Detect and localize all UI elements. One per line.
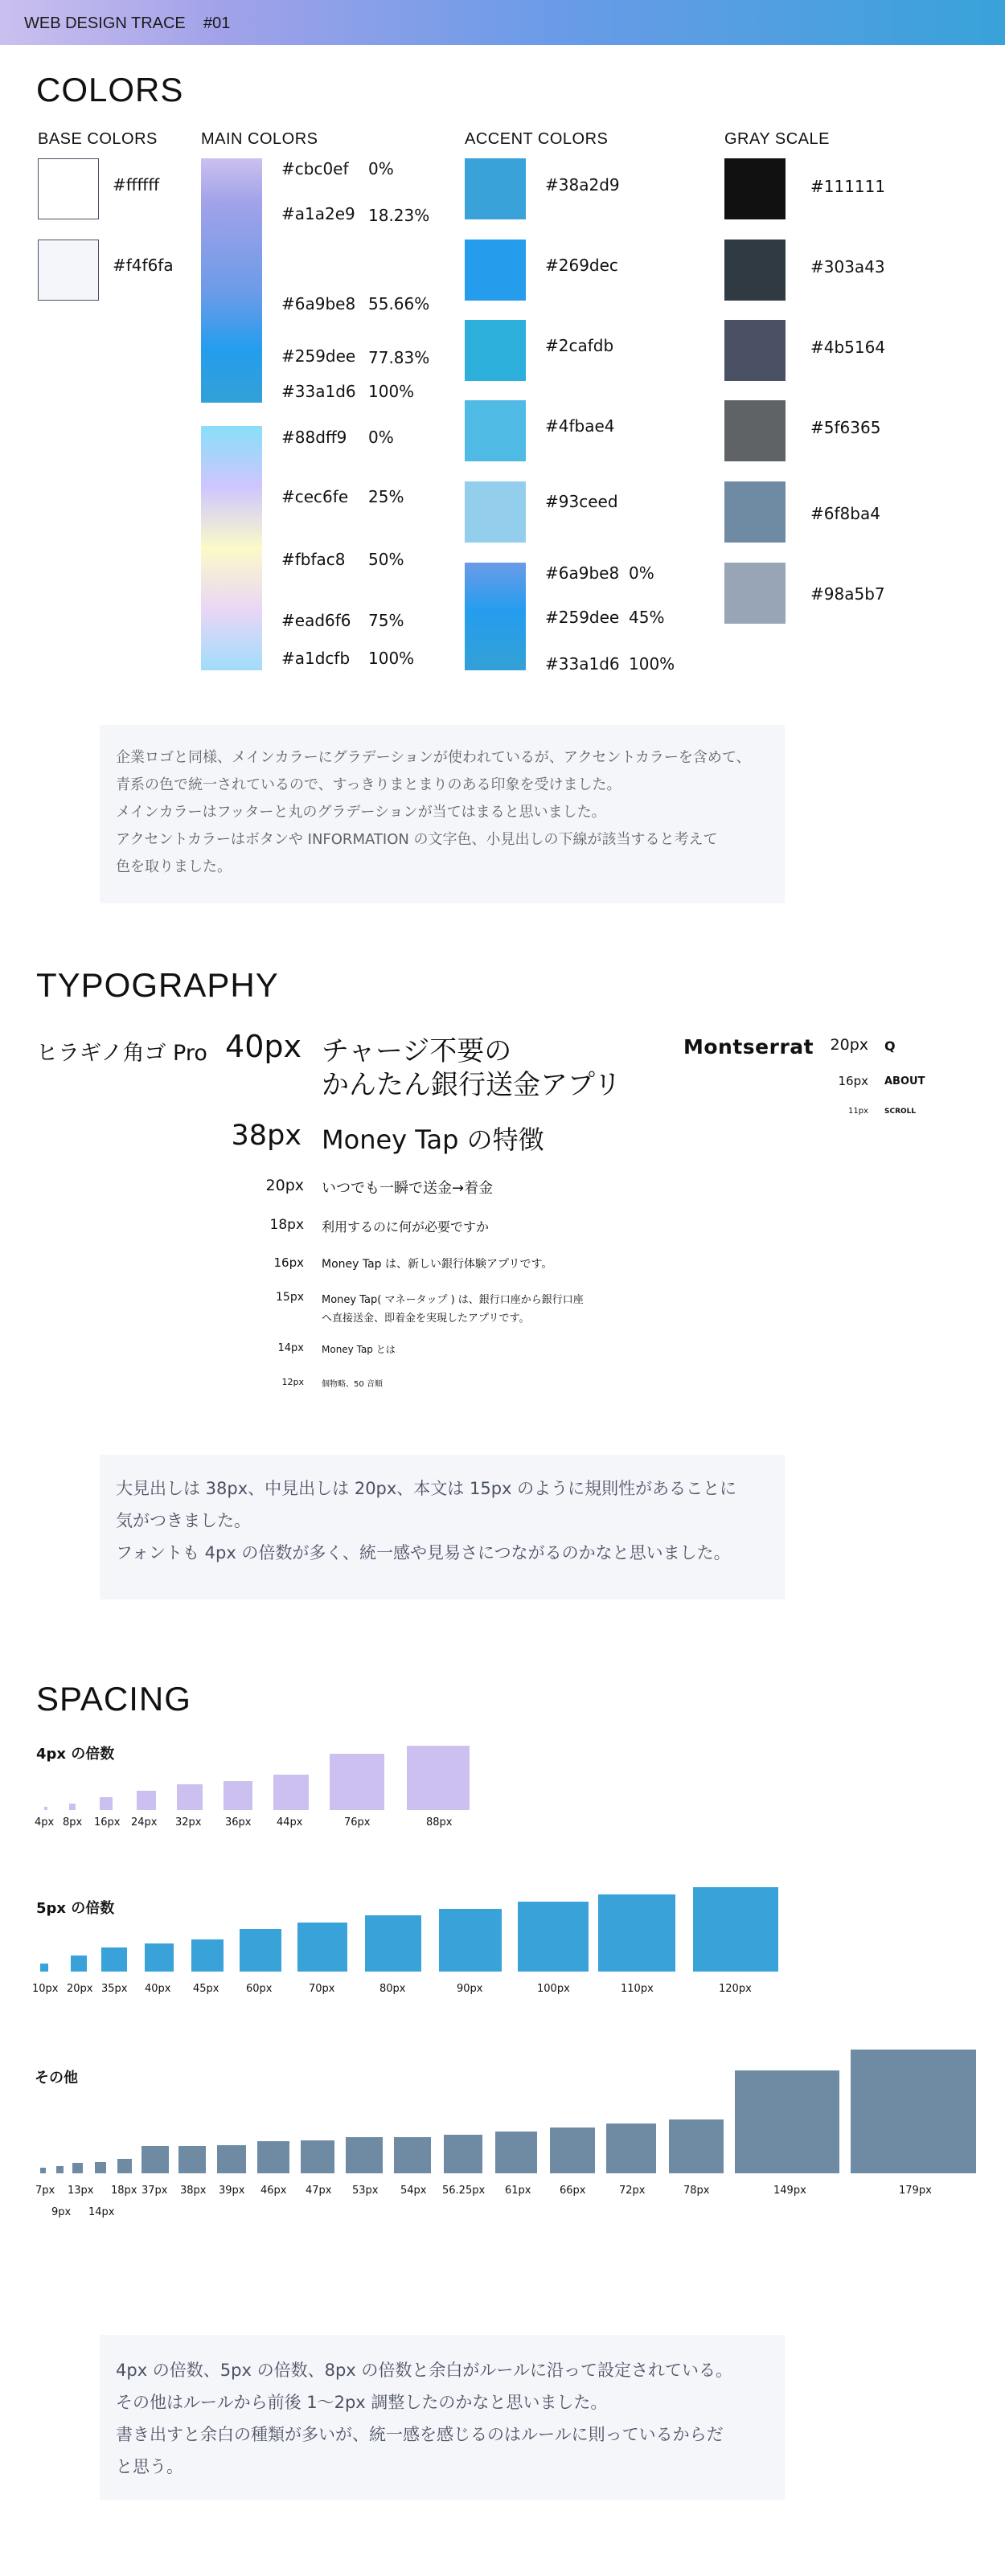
main-grad2-hex: #cec6fe bbox=[281, 487, 349, 506]
accent-swatch bbox=[465, 320, 526, 381]
en-size-label: 11px bbox=[848, 1107, 868, 1116]
spacing-value: 45px bbox=[193, 1983, 219, 1995]
gray-scale-label: GRAY SCALE bbox=[724, 130, 830, 148]
spacing-block bbox=[224, 1781, 252, 1810]
type-sample: へ直接送金、即着金を実現したアプリです。 bbox=[322, 1313, 530, 1325]
main-grad1-stop: 77.83% bbox=[368, 348, 430, 367]
spacing-value: 120px bbox=[719, 1983, 752, 1995]
spacing-block bbox=[550, 2128, 595, 2173]
spacing-block bbox=[301, 2140, 334, 2173]
spacing-block bbox=[178, 2146, 206, 2173]
gray-hex: #98a5b7 bbox=[810, 584, 885, 604]
main-grad2-hex: #a1dcfb bbox=[281, 649, 351, 668]
accent-swatch bbox=[465, 158, 526, 219]
accent-hex: #38a2d9 bbox=[545, 175, 620, 195]
spacing-value: 80px bbox=[379, 1983, 406, 1995]
spacing-block bbox=[240, 1929, 281, 1972]
spacing-block bbox=[495, 2132, 537, 2173]
header-title: WEB DESIGN TRACE #01 bbox=[24, 14, 231, 32]
note-line: 青系の色で統一されているので、すっきりまとまりのある印象を受けました。 bbox=[116, 776, 621, 793]
spacing-block bbox=[851, 2050, 976, 2173]
main-grad1-hex: #259dee bbox=[281, 346, 356, 366]
colors-section-title: COLORS bbox=[36, 71, 184, 109]
spacing-block bbox=[693, 1887, 778, 1972]
type-size-label: 15px bbox=[276, 1291, 304, 1304]
spacing-value: 7px bbox=[35, 2185, 55, 2197]
spacing-block bbox=[72, 2163, 83, 2173]
main-grad2-stop: 25% bbox=[368, 487, 404, 506]
type-size-label: 16px bbox=[273, 1255, 304, 1270]
spacing-value: 47px bbox=[306, 2185, 332, 2197]
spacing-value: 179px bbox=[899, 2185, 932, 2197]
main-grad1-hex: #a1a2e9 bbox=[281, 204, 355, 223]
spacing-block bbox=[606, 2123, 656, 2173]
spacing-block bbox=[330, 1754, 384, 1810]
gray-hex: #303a43 bbox=[810, 257, 885, 276]
type-sample: チャージ不要の bbox=[322, 1035, 512, 1067]
type-sample: Money Tap は、新しい銀行体験アプリです。 bbox=[322, 1258, 553, 1271]
type-size-label: 12px bbox=[281, 1377, 304, 1387]
spacing-value: 56.25px bbox=[442, 2185, 486, 2197]
main-grad1-hex: #6a9be8 bbox=[281, 294, 356, 313]
gray-hex: #4b5164 bbox=[810, 338, 886, 357]
note-line: 4px の倍数、5px の倍数、8px の倍数と余白がルールに沿って設定されている。 bbox=[116, 2361, 732, 2380]
main-grad2-hex: #ead6f6 bbox=[281, 611, 351, 630]
accent-grad-hex: #6a9be8 bbox=[545, 563, 620, 583]
spacing-value: 8px bbox=[63, 1816, 83, 1829]
spacing-4px-label: 4px の倍数 bbox=[36, 1746, 115, 1763]
spacing-block bbox=[735, 2070, 839, 2173]
accent-hex: #4fbae4 bbox=[545, 416, 615, 436]
type-size-label: 14px bbox=[277, 1342, 304, 1354]
gray-hex: #5f6365 bbox=[810, 418, 881, 437]
type-sample: かんたん銀行送金アプリ bbox=[322, 1069, 621, 1101]
spacing-block bbox=[95, 2162, 106, 2173]
type-sample: Money Tap( マネータップ ) は、銀行口座から銀行口座 bbox=[322, 1294, 584, 1306]
typography-note bbox=[100, 1455, 785, 1599]
spacing-block bbox=[69, 1804, 76, 1810]
gray-hex: #6f8ba4 bbox=[810, 504, 880, 523]
spacing-block bbox=[297, 1923, 347, 1972]
type-sample: 個物略、50 音順 bbox=[322, 1380, 383, 1389]
spacing-other-label: その他 bbox=[35, 2070, 78, 2087]
type-sample: 利用するのに何が必要ですか bbox=[322, 1219, 490, 1235]
spacing-block bbox=[100, 1797, 113, 1810]
accent-swatch bbox=[465, 240, 526, 301]
type-size-label: 40px bbox=[225, 1029, 302, 1064]
spacing-value: 44px bbox=[277, 1816, 303, 1829]
spacing-block bbox=[142, 2146, 169, 2173]
gray-swatch bbox=[724, 158, 786, 219]
gray-swatch bbox=[724, 563, 786, 624]
spacing-value: 110px bbox=[621, 1983, 654, 1995]
spacing-block bbox=[191, 1939, 224, 1972]
gray-swatch bbox=[724, 240, 786, 301]
spacing-block bbox=[365, 1915, 421, 1972]
spacing-block bbox=[44, 1807, 47, 1810]
spacing-block bbox=[518, 1902, 589, 1972]
spacing-value: 9px bbox=[51, 2206, 72, 2218]
spacing-block bbox=[407, 1746, 470, 1810]
type-size-label: 38px bbox=[231, 1120, 302, 1152]
gray-swatch bbox=[724, 400, 786, 461]
main-gradient-1 bbox=[201, 158, 262, 403]
spacing-value: 72px bbox=[619, 2185, 646, 2197]
spacing-block bbox=[394, 2137, 431, 2173]
typography-section-title: TYPOGRAPHY bbox=[36, 966, 279, 1004]
accent-hex: #269dec bbox=[545, 256, 618, 275]
spacing-value: 46px bbox=[260, 2185, 287, 2197]
spacing-value: 70px bbox=[309, 1983, 335, 1995]
spacing-value: 39px bbox=[219, 2185, 245, 2197]
en-sample: ABOUT bbox=[884, 1075, 925, 1087]
note-line: その他はルールから前後 1〜2px 調整したのかなと思いました。 bbox=[116, 2393, 608, 2412]
spacing-block bbox=[257, 2141, 289, 2173]
spacing-note bbox=[100, 2335, 785, 2500]
jp-font-name: ヒラギノ角ゴ Pro bbox=[36, 1041, 207, 1066]
note-line: 気がつきました。 bbox=[116, 1511, 251, 1530]
base-swatch-white bbox=[38, 158, 99, 219]
accent-grad-stop: 0% bbox=[629, 563, 654, 583]
gray-swatch bbox=[724, 481, 786, 543]
base-hex: #f4f6fa bbox=[113, 256, 174, 275]
main-grad2-stop: 50% bbox=[368, 550, 404, 569]
spacing-block bbox=[669, 2119, 724, 2173]
note-line: と思う。 bbox=[116, 2457, 183, 2476]
spacing-value: 14px bbox=[88, 2206, 115, 2218]
base-hex: #ffffff bbox=[113, 175, 160, 195]
note-line: 書き出すと余白の種類が多いが、統一感を感じるのはルールに則っているからだ bbox=[116, 2425, 724, 2444]
base-swatch-offwhite bbox=[38, 240, 99, 301]
spacing-value: 13px bbox=[68, 2185, 94, 2197]
accent-grad-stop: 100% bbox=[629, 654, 675, 674]
spacing-value: 18px bbox=[111, 2185, 137, 2197]
spacing-value: 40px bbox=[145, 1983, 171, 1995]
spacing-value: 35px bbox=[101, 1983, 128, 1995]
main-grad1-stop: 100% bbox=[368, 382, 415, 401]
note-line: 企業ロゴと同様、メインカラーにグラデーションが使われているが、アクセントカラーを含めて、 bbox=[116, 749, 751, 766]
main-grad2-stop: 0% bbox=[368, 428, 394, 447]
spacing-value: 54px bbox=[400, 2185, 427, 2197]
main-grad1-stop: 55.66% bbox=[368, 294, 430, 313]
spacing-block bbox=[117, 2159, 132, 2173]
accent-gradient bbox=[465, 563, 526, 670]
spacing-block bbox=[444, 2135, 482, 2173]
gray-swatch bbox=[724, 320, 786, 381]
main-grad1-hex: #cbc0ef bbox=[281, 159, 349, 178]
type-sample: いつでも一瞬で送金→着金 bbox=[322, 1180, 494, 1197]
spacing-5px-label: 5px の倍数 bbox=[36, 1900, 115, 1917]
colors-note bbox=[100, 725, 785, 903]
spacing-value: 61px bbox=[505, 2185, 531, 2197]
main-grad2-hex: #88dff9 bbox=[281, 428, 347, 447]
gray-hex: #111111 bbox=[810, 177, 886, 196]
spacing-value: 53px bbox=[352, 2185, 379, 2197]
main-colors-label: MAIN COLORS bbox=[201, 130, 318, 148]
main-grad1-hex: #33a1d6 bbox=[281, 382, 356, 401]
spacing-value: 36px bbox=[225, 1816, 252, 1829]
spacing-block bbox=[273, 1775, 309, 1810]
accent-swatch bbox=[465, 400, 526, 461]
main-grad1-stop: 18.23% bbox=[368, 206, 430, 225]
spacing-value: 10px bbox=[32, 1983, 59, 1995]
accent-hex: #2cafdb bbox=[545, 336, 614, 355]
note-line: 色を取りました。 bbox=[116, 858, 232, 875]
type-sample: Money Tap とは bbox=[322, 1344, 396, 1355]
en-sample: Q bbox=[884, 1038, 896, 1054]
accent-hex: #93ceed bbox=[545, 492, 618, 511]
base-colors-label: BASE COLORS bbox=[38, 130, 158, 148]
spacing-block bbox=[598, 1894, 675, 1972]
main-grad2-hex: #fbfac8 bbox=[281, 550, 346, 569]
spacing-block bbox=[40, 2168, 46, 2173]
spacing-block bbox=[101, 1947, 127, 1972]
en-sample: SCROLL bbox=[884, 1108, 917, 1116]
note-line: メインカラーはフッターと丸のグラデーションが当てはまると思いました。 bbox=[116, 804, 606, 821]
spacing-value: 4px bbox=[35, 1816, 55, 1829]
accent-colors-label: ACCENT COLORS bbox=[465, 130, 609, 148]
spacing-value: 88px bbox=[426, 1816, 453, 1829]
spacing-value: 24px bbox=[131, 1816, 158, 1829]
en-size-label: 16px bbox=[838, 1074, 868, 1088]
note-line: 大見出しは 38px、中見出しは 20px、本文は 15px のように規則性があることに bbox=[116, 1479, 737, 1498]
spacing-block bbox=[40, 1964, 48, 1972]
note-line: アクセントカラーはボタンや INFORMATION の文字色、小見出しの下線が該当すると考えて bbox=[116, 831, 718, 848]
main-grad2-stop: 75% bbox=[368, 611, 404, 630]
main-grad1-stop: 0% bbox=[368, 159, 394, 178]
type-size-label: 18px bbox=[269, 1217, 304, 1233]
spacing-value: 78px bbox=[683, 2185, 710, 2197]
spacing-block bbox=[346, 2137, 383, 2173]
note-line: フォントも 4px の倍数が多く、統一感や見易さにつながるのかなと思いました。 bbox=[116, 1543, 731, 1562]
en-size-label: 20px bbox=[830, 1036, 868, 1054]
spacing-value: 76px bbox=[344, 1816, 371, 1829]
spacing-value: 149px bbox=[773, 2185, 806, 2197]
spacing-value: 66px bbox=[560, 2185, 586, 2197]
spacing-value: 16px bbox=[94, 1816, 121, 1829]
type-sample: Money Tap の特徴 bbox=[322, 1124, 544, 1155]
spacing-block bbox=[56, 2166, 64, 2173]
accent-grad-hex: #33a1d6 bbox=[545, 654, 620, 674]
type-size-label: 20px bbox=[265, 1177, 304, 1194]
main-grad2-stop: 100% bbox=[368, 649, 415, 668]
spacing-value: 60px bbox=[246, 1983, 273, 1995]
accent-swatch bbox=[465, 481, 526, 543]
spacing-value: 38px bbox=[180, 2185, 207, 2197]
spacing-block bbox=[217, 2145, 246, 2173]
spacing-block bbox=[177, 1784, 203, 1810]
spacing-block bbox=[137, 1791, 156, 1810]
spacing-section-title: SPACING bbox=[36, 1680, 191, 1718]
spacing-block bbox=[439, 1909, 502, 1972]
spacing-block bbox=[145, 1943, 174, 1972]
spacing-block bbox=[71, 1956, 87, 1972]
spacing-value: 37px bbox=[142, 2185, 168, 2197]
en-font-name: Montserrat bbox=[683, 1035, 814, 1059]
spacing-value: 100px bbox=[537, 1983, 570, 1995]
accent-grad-stop: 45% bbox=[629, 608, 665, 627]
spacing-value: 32px bbox=[175, 1816, 202, 1829]
accent-grad-hex: #259dee bbox=[545, 608, 620, 627]
spacing-value: 20px bbox=[67, 1983, 93, 1995]
spacing-value: 90px bbox=[457, 1983, 483, 1995]
main-gradient-2 bbox=[201, 426, 262, 670]
